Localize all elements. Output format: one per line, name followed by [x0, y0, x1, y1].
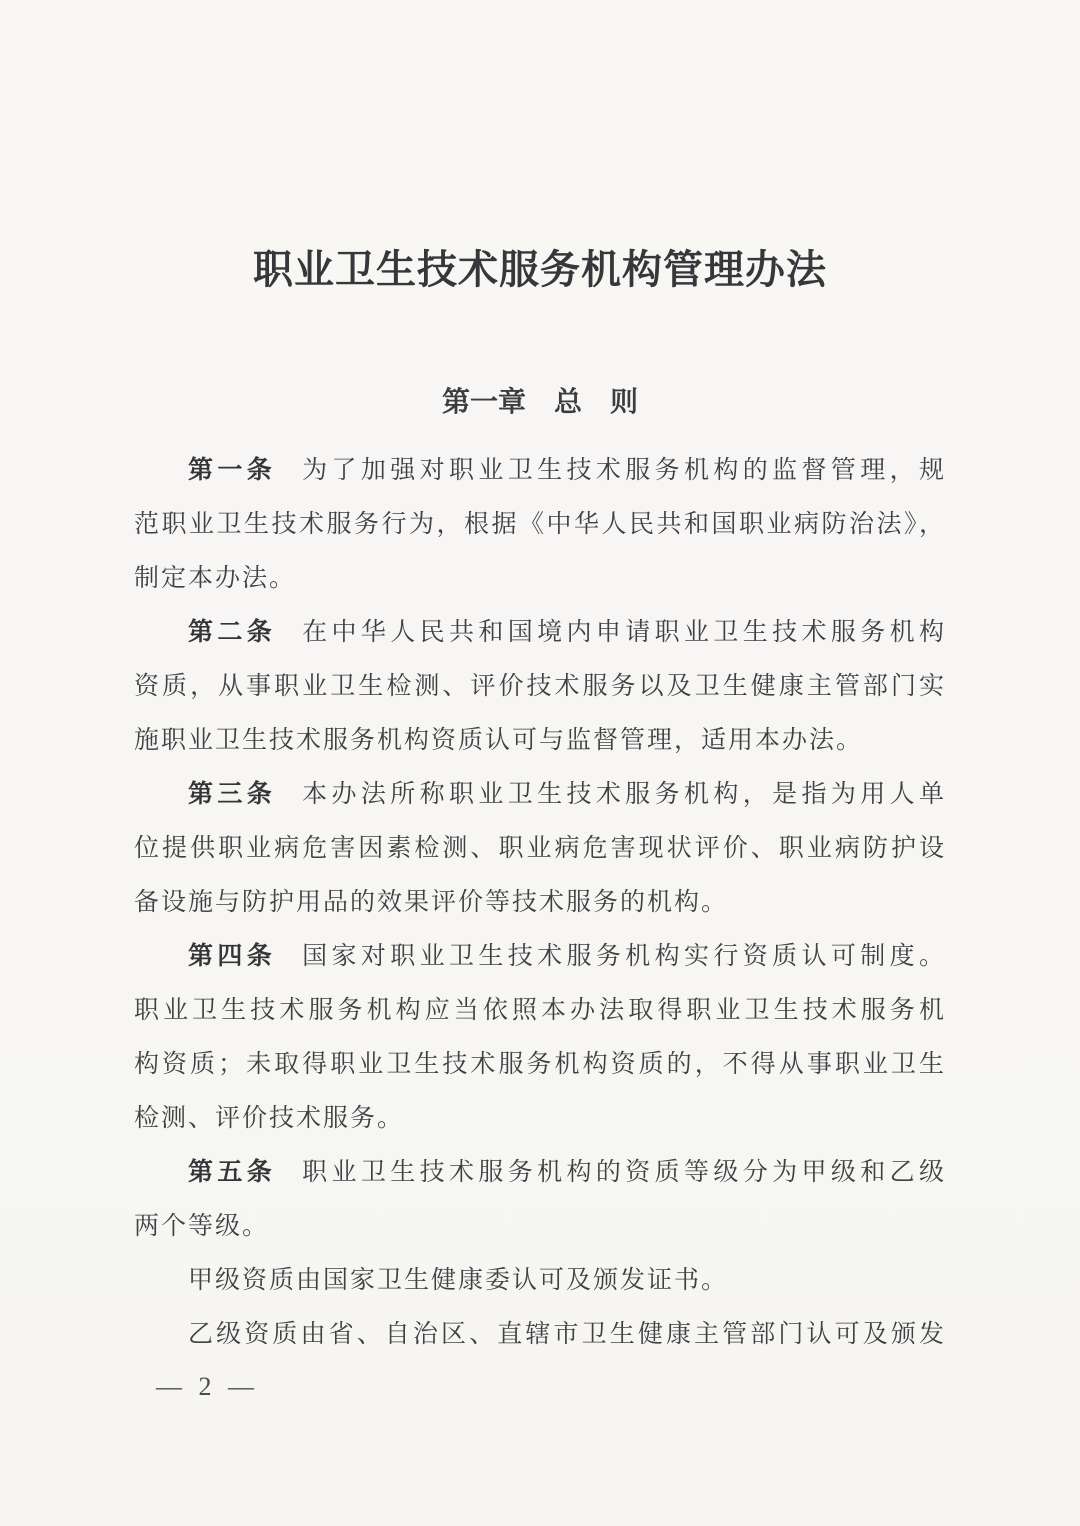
line-text: 两个等级。	[134, 1213, 270, 1240]
article-number-label: 第四条	[188, 943, 277, 970]
text-line	[134, 606, 946, 660]
line-text: 本办法所称职业卫生技术服务机构，是指为用人单	[302, 781, 946, 808]
text-line	[134, 660, 946, 714]
line-text: 在中华人民共和国境内申请职业卫生技术服务机构	[302, 619, 946, 646]
grade-b-paragraph	[134, 1308, 946, 1362]
grade-a-paragraph	[134, 1254, 946, 1308]
line-text: 为了加强对职业卫生技术服务机构的监督管理，规	[302, 457, 946, 484]
article-3-paragraph	[134, 768, 946, 930]
article-number-label: 第二条	[188, 619, 277, 646]
text-line	[134, 1308, 946, 1362]
line-text: 备设施与防护用品的效果评价等技术服务的机构。	[134, 889, 729, 916]
document-body	[134, 444, 946, 1362]
text-line	[134, 552, 946, 606]
article-number-label: 第一条	[188, 457, 277, 484]
article-4-paragraph	[134, 930, 946, 1146]
article-number-label: 第三条	[188, 781, 277, 808]
text-line	[134, 1038, 946, 1092]
line-text: 甲级资质由国家卫生健康委认可及颁发证书。	[188, 1267, 729, 1294]
text-line	[134, 1200, 946, 1254]
text-line	[134, 1254, 946, 1308]
text-line	[134, 822, 946, 876]
article-2-paragraph	[134, 606, 946, 768]
text-line	[134, 930, 946, 984]
text-line	[134, 1146, 946, 1200]
line-text: 职业卫生技术服务机构的资质等级分为甲级和乙级	[302, 1159, 946, 1186]
article-5-paragraph	[134, 1146, 946, 1254]
line-text: 范职业卫生技术服务行为，根据《中华人民共和国职业病防治法》，	[134, 511, 946, 538]
page-number: — 2 —	[156, 1372, 259, 1401]
text-line	[134, 444, 946, 498]
text-line	[134, 714, 946, 768]
line-text: 检测、评价技术服务。	[134, 1105, 405, 1132]
document-content	[134, 0, 946, 1402]
line-text: 制定本办法。	[134, 565, 297, 592]
chapter-heading: 第一章 总 则	[441, 387, 638, 418]
document-title: 职业卫生技术服务机构管理办法	[253, 247, 827, 292]
text-line	[134, 498, 946, 552]
text-line	[134, 876, 946, 930]
text-line	[134, 1092, 946, 1146]
article-1-paragraph	[134, 444, 946, 606]
line-text: 资质，从事职业卫生检测、评价技术服务以及卫生健康主管部门实	[134, 673, 946, 700]
text-line	[134, 984, 946, 1038]
line-text: 职业卫生技术服务机构应当依照本办法取得职业卫生技术服务机	[134, 997, 946, 1024]
line-text: 构资质；未取得职业卫生技术服务机构资质的，不得从事职业卫生	[134, 1051, 946, 1078]
line-text: 位提供职业病危害因素检测、职业病危害现状评价、职业病防护设	[134, 835, 946, 862]
line-text: 国家对职业卫生技术服务机构实行资质认可制度。	[302, 943, 946, 970]
text-line	[134, 768, 946, 822]
line-text: 施职业卫生技术服务机构资质认可与监督管理，适用本办法。	[134, 727, 864, 754]
article-number-label: 第五条	[188, 1159, 277, 1186]
line-text: 乙级资质由省、自治区、直辖市卫生健康主管部门认可及颁发	[188, 1321, 946, 1348]
